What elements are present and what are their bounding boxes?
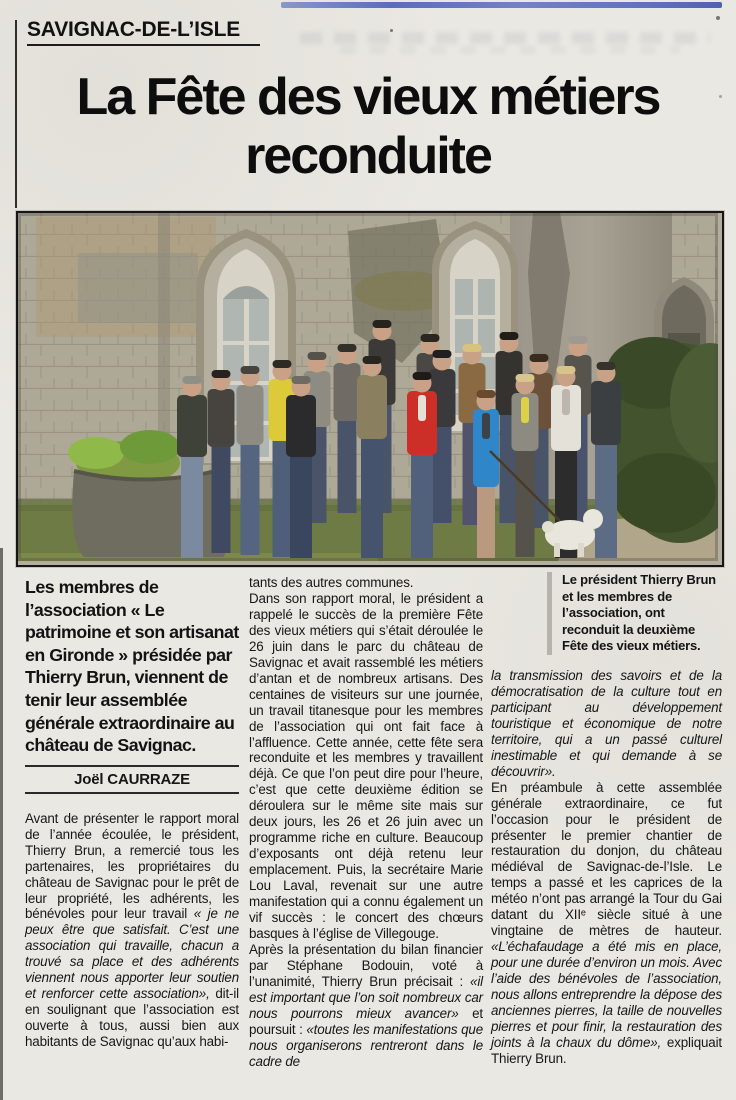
person: [357, 356, 387, 558]
scan-speck: [719, 95, 722, 98]
photo-caption-block: [547, 572, 722, 655]
article-headline: La Fête des vieux métiers reconduite: [76, 68, 660, 185]
person: [407, 372, 437, 558]
person: [512, 374, 539, 557]
print-showthrough: [300, 32, 710, 44]
group-photo: [16, 211, 724, 567]
caption-rule: [547, 572, 552, 655]
section-left-rule: [15, 20, 17, 208]
body-paragraph: En préambule à cette assemblée générale extraordinaire, ce fut l’occasion pour le président de présenter le premier chantier de restauration du donjon, du château médiéval de Savignac-de-l’Isle. Le temps a passé et les caprices de la météo n’ont pas arrangé la Tour du Gai datant du XIIᵉ siècle situé à une vingtaine de mètres de hauteur. «L’échafaudage a été mis en place, pour une durée d’environ un mois. Avec l’aide des bénévoles de l’association, nous allons entreprendre la dépose des anciennes pierres, la taille de nouvelles pierres et pour finir, la restauration des joints à la chaux du dôme», expliquait Thierry Brun.: [491, 779, 722, 1066]
page-top-rule: [281, 2, 722, 8]
column-left: [25, 576, 239, 1050]
scan-speck: [716, 16, 720, 20]
column-middle: [249, 575, 483, 1070]
print-showthrough: [340, 46, 680, 54]
person: [334, 344, 361, 513]
byline: Joël CAURRAZE: [25, 765, 239, 794]
article-lede: Les membres de l’association « Le patrimoine et son artisanat en Gironde » présidée par Thierry Brun, viennent de tenir leur assemblée générale extraordinaire au château de Savignac.: [25, 577, 239, 756]
body-paragraph: la transmission des savoirs et de la démocratisation de la culture tout en participant au développement touristique et économique de notre territoire, qui a un passé culturel inestimable et qui demande à se découvrir».: [491, 667, 722, 779]
person: [237, 366, 264, 555]
scan-speck: [390, 29, 393, 32]
group-photo-illustration: [18, 213, 718, 561]
body-paragraph: Dans son rapport moral, le président a rappelé le succès de la première Fête des vieux métiers qui s’était déroulée le 26 juin dans le parc du château de Savignac et avait rassemblé les métiers d’antan et de nombreux artisans. Des centaines de visiteurs sur une journée, un travail titanesque pour les membres de l’association qui ont fait face à l’affluence. Cette année, cette fête sera reconduite et les membres y travaillent déjà. Ce que l’on peut dire pour l’heure, c’est que cette deuxième édition se déroulera sur le même site mais sur deux jours, les 26 et 26 juin avec un programme riche en culture. Beaucoup d’exposants ont déjà retenu leur emplacement. Puis, la secrétaire Marie Lou Laval, revenait sur une autre manifestation qui a connu également un vif succès : le concert des chœurs basques à l’église de Villegouge.: [249, 590, 483, 941]
column-right: [491, 572, 722, 1067]
page-left-edge: [0, 548, 3, 1100]
person: [177, 376, 207, 558]
person: [286, 376, 316, 558]
section-header: SAVIGNAC-DE-L’ISLE: [27, 18, 260, 46]
body-paragraph: Après la présentation du bilan financier par Stéphane Bodouin, voté à l’unanimité, Thierry Brun précisait : «il est important que l’on soit nombreux car nous pourrons mieux avancer» et poursuit : «toutes les manifestations que nous organiserons rentreront dans le cadre de: [249, 941, 484, 1069]
body-paragraph: tants des autres communes.: [249, 575, 414, 590]
person: [208, 370, 235, 553]
body-paragraph: Avant de présenter le rapport moral de l’année écoulée, le président, Thierry Brun, a remercié tous les partenaires, les propriétaires du château de Savignac pour le prêt de leur propriété, les adhérents, les bénévoles pour leur travail « je ne peux être que satisfait. C’est une association qui travaille, chacun a trouvé sa place et des adhérents viennent nous apporter leur soutien et renforcer cette association», dit-il en soulignant que l’association est ouverte à tous, aussi bien aux habitants de Savignac qu’aux habi-: [25, 810, 239, 1050]
photo-caption: Le président Thierry Brun et les membres de l’association, ont reconduit la deuxième Fête des vieux métiers.: [562, 572, 716, 654]
wall-gray-patch: [78, 253, 198, 323]
bush: [606, 337, 718, 543]
